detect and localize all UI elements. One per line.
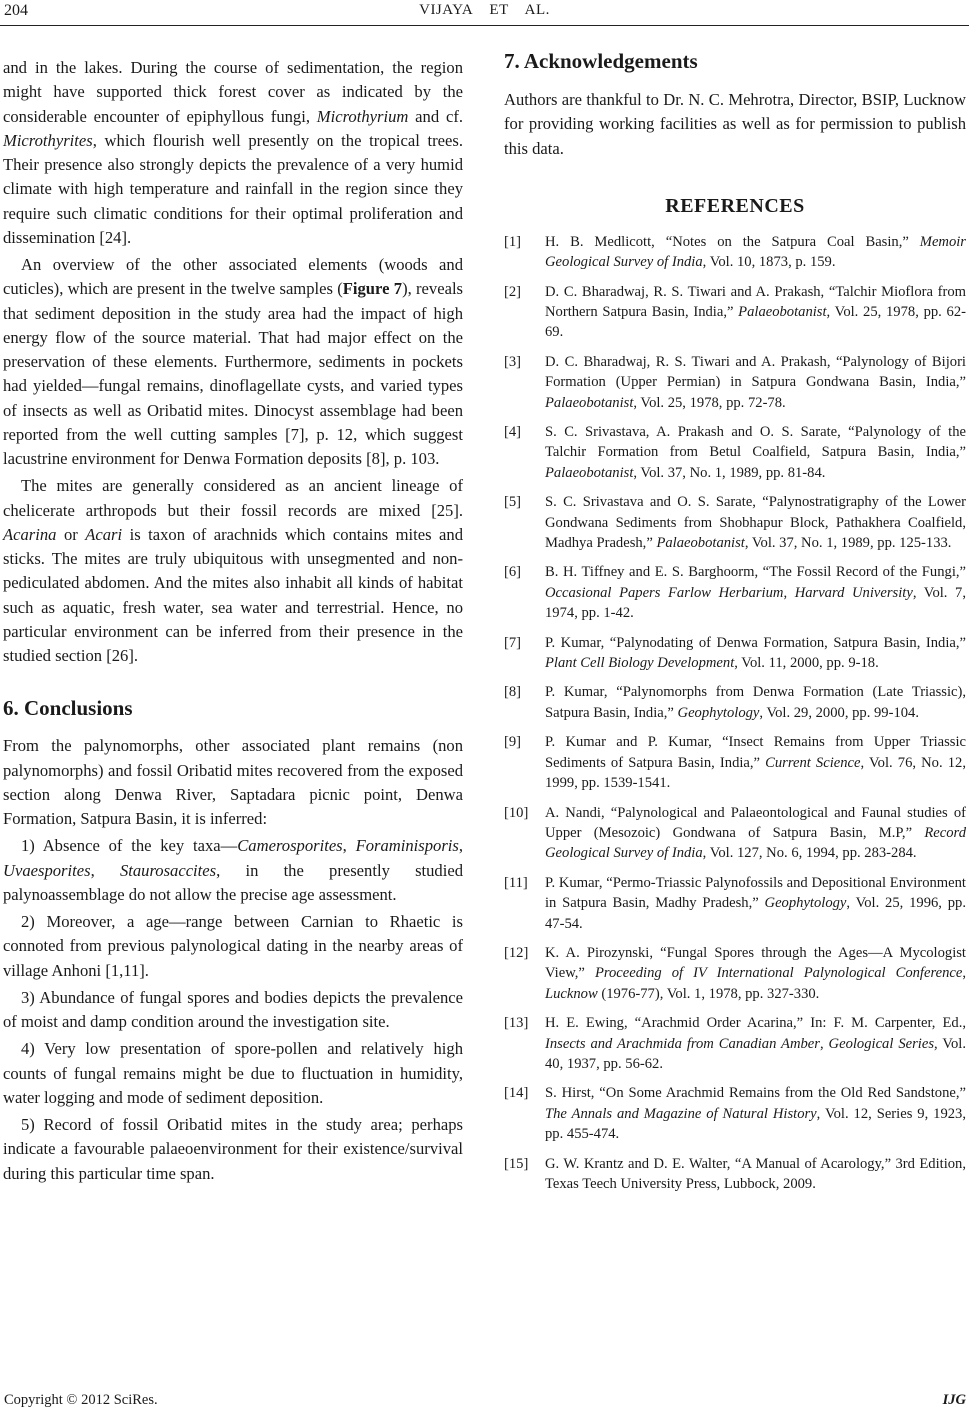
text-run: ), reveals that sediment deposition in the study area had the impact of high energy flow of the source material. That had major effect on the preservation of these elements. Furthermore, sediments in pockets had yielded—fungal remains, dinoflagellate cysts, and varied types of insects as well as Oribatid mites. Dinocyst assemblage had been reported from the well cutting samples [7], p. 12, which suggest lacustrine environment for Denwa Formation deposits [8], p. 103. <box>3 279 464 468</box>
text-run: , Vol. 10, 1873, p. 159. <box>702 254 836 271</box>
reference-number: [9] <box>504 734 522 751</box>
conclusion-item <box>3 986 463 1035</box>
header-rule <box>0 25 969 26</box>
reference-number: [1] <box>504 233 522 250</box>
reference-text <box>545 562 966 623</box>
conclusion-item <box>3 910 463 983</box>
text-run: An overview of the other associated elements (woods and cuticles), which are present in the twelve samples ( <box>3 255 463 299</box>
italic-text: Memoir Geological Survey of India <box>545 233 966 271</box>
text-run: A. Nandi, “Palynological and Palaeontological and Faunal studies of Upper (Mesozoic) Gondwana of Satpura Basin, M.P,” <box>545 804 966 841</box>
text-run: 2) Moreover, a age—range between Carnian to Rhaetic is connoted from previous palynological dating in the nearby areas of village Anhoni [1,11]. <box>3 912 463 980</box>
text-run: , Vol. 7, 1974, pp. 1-42. <box>545 584 966 622</box>
reference-number: [12] <box>504 944 529 961</box>
reference-item <box>504 282 966 343</box>
section-heading-conclusions: 6. Conclusions <box>3 696 133 721</box>
italic-text: Staurosaccites <box>119 860 217 880</box>
journal-abbreviation: IJG <box>942 1392 966 1408</box>
italic-text: Microthyrium <box>316 106 409 126</box>
italic-text: Plant Cell Biology Development <box>545 655 735 672</box>
text-run: , Vol. 40, 1937, pp. 56-62. <box>545 1035 966 1072</box>
text-run: 5) Record of fossil Oribatid mites in the study area; perhaps indicate a favourable palaeoenvironment for their existence/survival during this particular time span. <box>3 1115 463 1183</box>
text-run: G. W. Krantz and D. E. Walter, “A Manual of Acarology,” 3rd Edition, Texas Teech University Press, Lubbock, 2009. <box>545 1155 966 1192</box>
reference-item <box>504 803 966 864</box>
text-run: or <box>56 524 86 544</box>
reference-number: [4] <box>504 424 522 440</box>
text-run: P. Kumar and P. Kumar, “Insect Remains from Upper Triassic Sediments of Satpura Basin, India,” <box>545 734 966 771</box>
reference-number: [11] <box>504 874 528 891</box>
reference-text <box>545 282 966 343</box>
italic-text: Palaeobotanist <box>545 464 634 481</box>
page-number: 204 <box>4 2 28 19</box>
text-run: , Vol. 12, Series 9, 1923, pp. 455-474. <box>545 1105 966 1143</box>
text-run: , Vol. 25, 1978, pp. 62-69. <box>545 303 966 341</box>
reference-number: [15] <box>504 1155 529 1172</box>
reference-item <box>504 562 966 623</box>
conclusion-item <box>3 834 463 907</box>
text-run: , <box>783 584 795 601</box>
reference-item <box>504 682 966 723</box>
text-run: , <box>962 965 966 982</box>
text-run: S. Hirst, “On Some Arachmid Remains from the Old Red Sandstone,” <box>545 1085 966 1102</box>
reference-number: [2] <box>504 283 522 300</box>
italic-text: Uvaesporites <box>3 860 91 880</box>
text-run: , <box>90 860 120 880</box>
italic-text: Acarina <box>3 524 57 544</box>
reference-item <box>504 633 966 674</box>
reference-list <box>504 232 966 1195</box>
right-column <box>504 48 966 1194</box>
conclusion-item <box>3 1037 463 1110</box>
reference-number: [13] <box>504 1015 529 1032</box>
italic-text: Lucknow <box>545 985 598 1002</box>
copyright-notice: Copyright © 2012 SciRes. <box>4 1392 158 1408</box>
text-run: S. C. Srivastava and O. S. Sarate, “Palynostratigraphy of the Lower Gondwana Sediments from Shobhapur Block, Pathakhera Coalfield, Madhya Pradesh,” <box>545 494 966 552</box>
text-run: , Vol. 76, No. 12, 1999, pp. 1539-1541. <box>545 754 966 792</box>
reference-text <box>545 1154 966 1195</box>
text-run: , <box>342 836 356 856</box>
reference-text <box>545 422 966 483</box>
italic-text: Palaeobotanist <box>738 303 827 320</box>
text-run: The mites are generally considered as an ancient lineage of chelicerate arthropods but their fossil records are mixed [25]. <box>3 476 463 520</box>
italic-text: Foraminisporis <box>355 836 459 856</box>
reference-item <box>504 422 966 483</box>
text-run: and in the lakes. During the course of sedimentation, the region might have supported thick forest cover as indicated by the considerable encounter of epiphyllous fungi, <box>3 58 463 126</box>
text-run: , Vol. 25, 1978, pp. 72-78. <box>633 394 786 411</box>
reference-text <box>545 803 966 864</box>
text-run: 3) Abundance of fungal spores and bodies depicts the prevalence of moist and damp condition around the investigation site. <box>3 987 463 1031</box>
italic-text: Palaeobotanist <box>545 394 634 411</box>
paragraph <box>3 253 463 471</box>
reference-item <box>504 943 966 1004</box>
paragraph <box>3 734 463 831</box>
reference-number: [10] <box>504 804 529 821</box>
reference-number: [14] <box>504 1085 529 1102</box>
italic-text: Geophytology <box>764 895 847 912</box>
text-run: , Vol. 37, No. 1, 1989, pp. 125-133. <box>744 535 952 552</box>
reference-item <box>504 873 966 934</box>
reference-text <box>545 682 966 723</box>
text-run: , <box>819 1035 829 1052</box>
text-run: H. B. Medlicott, “Notes on the Satpura Coal Basin,” <box>545 233 920 250</box>
italic-text: Geological Series <box>828 1035 934 1052</box>
reference-number: [6] <box>504 564 522 581</box>
italic-text: Occasional Papers Farlow Herbarium <box>545 584 784 601</box>
text-run: (1976-77), Vol. 1, 1978, pp. 327-330. <box>597 985 820 1002</box>
text-run: 4) Very low presentation of spore-pollen and relatively high counts of fungal remains might be due to fluctuation in humidity, water logging and mode of sediment deposition. <box>3 1039 463 1107</box>
acknowledgements-text <box>504 88 966 161</box>
text-run: is taxon of arachnids which contains mites and sticks. The mites are truly ubiquitous with unsegmented and non-pediculated abdomen. And the mites also inhabit all kinds of habitat such as aquatic, fresh water, sea water and terrestrial. Hence, no particular environment can be inferred from their presence in the studied section [26]. <box>3 524 463 665</box>
reference-number: [7] <box>504 634 522 651</box>
text-run: , which flourish well presently on the tropical trees. Their presence also strongly depicts the prevalence of a very humid climate with high temperature and rainfall in the region since they require such climatic conditions for their optimal proliferation and dissemination [24]. <box>3 130 463 247</box>
italic-text: Geophytology <box>677 704 760 721</box>
text-run: P. Kumar, “Permo-Triassic Palynofossils and Depositional Environment in Satpura Basin, Madhy Pradesh,” <box>545 874 966 912</box>
text-run: , <box>458 836 463 856</box>
italic-text: Harvard University <box>794 584 913 601</box>
reference-item <box>504 1013 966 1074</box>
text-run: H. E. Ewing, “Arachmid Order Acarina,” In: F. M. Carpenter, Ed., <box>545 1015 966 1032</box>
reference-item <box>504 1154 966 1195</box>
text-run: and cf. <box>408 106 463 126</box>
reference-number: [3] <box>504 353 522 370</box>
text-run: , Vol. 127, No. 6, 1994, pp. 283-284. <box>702 845 917 862</box>
reference-text <box>545 352 966 413</box>
text-run: , Vol. 25, 1996, pp. 47-54. <box>545 895 966 932</box>
italic-text: Palaeobotanist <box>656 535 745 552</box>
italic-text: Acari <box>85 524 123 544</box>
paragraph <box>3 56 463 250</box>
reference-item <box>504 492 966 553</box>
text-run: P. Kumar, “Palynodating of Denwa Formation, Satpura Basin, India,” <box>545 634 966 651</box>
section-heading-acknowledgements: 7. Acknowledgements <box>504 49 698 73</box>
text-run: , Vol. 11, 2000, pp. 9-18. <box>734 655 879 672</box>
figure-reference: Figure 7 <box>342 279 403 299</box>
reference-item <box>504 1083 966 1144</box>
text-run: D. C. Bharadwaj, R. S. Tiwari and A. Prakash, “Talchir Mioflora from Northern Satpura Basin, India,” <box>545 283 966 320</box>
italic-text: Microthyrites <box>3 130 93 150</box>
reference-item <box>504 732 966 793</box>
reference-number: [5] <box>504 494 522 511</box>
reference-text <box>545 943 966 1004</box>
reference-item <box>504 352 966 413</box>
italic-text: Insects and Arachmida from Canadian Amber <box>545 1035 820 1052</box>
reference-text <box>545 1013 966 1074</box>
running-head: VIJAYA ET AL. <box>419 2 550 18</box>
reference-text <box>545 1083 966 1144</box>
reference-number: [8] <box>504 684 522 701</box>
text-run: S. C. Srivastava, A. Prakash and O. S. Sarate, “Palynology of the Talchir Formation from Betul Coalfield, Satpura Basin, India,” <box>545 424 966 461</box>
references-heading: REFERENCES <box>665 194 805 217</box>
reference-text <box>545 232 966 273</box>
italic-text: Camerosporites <box>237 836 343 856</box>
italic-text: Current Science <box>765 754 861 771</box>
paragraph <box>3 474 463 668</box>
italic-text: The Annals and Magazine of Natural History <box>545 1105 817 1122</box>
italic-text: Record Geological Survey of India <box>545 824 966 862</box>
text-run: , in the presently studied palynoassemblage do not allow the precise age assessment. <box>3 860 464 904</box>
text-run: P. Kumar, “Palynomorphs from Denwa Formation (Late Triassic), Satpura Basin, India,” <box>545 684 966 721</box>
text-run: From the palynomorphs, other associated plant remains (non palynomorphs) and fossil Oribatid mites recovered from the exposed section along Denwa River, Saptadara picnic point, Denwa Formation, Satpura Basin, it is inferred: <box>3 736 463 828</box>
page-footer <box>4 1392 966 1412</box>
reference-item <box>504 232 966 273</box>
text-run: , Vol. 37, No. 1, 1989, pp. 81-84. <box>633 464 826 481</box>
reference-text <box>545 633 966 674</box>
text-run: B. H. Tiffney and E. S. Barghoorm, “The Fossil Record of the Fungi,” <box>545 564 966 581</box>
reference-text <box>545 732 966 793</box>
conclusion-item <box>3 1113 463 1186</box>
text-run: D. C. Bharadwaj, R. S. Tiwari and A. Prakash, “Palynology of Bijori Formation (Upper Permian) in Satpura Gondwana Basin, India,” <box>545 353 966 391</box>
reference-text <box>545 873 966 934</box>
italic-text: Proceeding of IV International Palynological Conference <box>594 965 963 982</box>
page-header <box>0 2 969 24</box>
text-run: 1) Absence of the key taxa— <box>21 836 238 856</box>
reference-text <box>545 492 966 553</box>
text-run: K. A. Pirozynski, “Fungal Spores through the Ages—A Mycologist View,” <box>545 944 966 982</box>
text-run: Authors are thankful to Dr. N. C. Mehrotra, Director, BSIP, Lucknow for providing working facilities as well as for permission to publish this data. <box>504 90 966 158</box>
text-run: , Vol. 29, 2000, pp. 99-104. <box>759 704 920 721</box>
left-column <box>3 56 463 1186</box>
